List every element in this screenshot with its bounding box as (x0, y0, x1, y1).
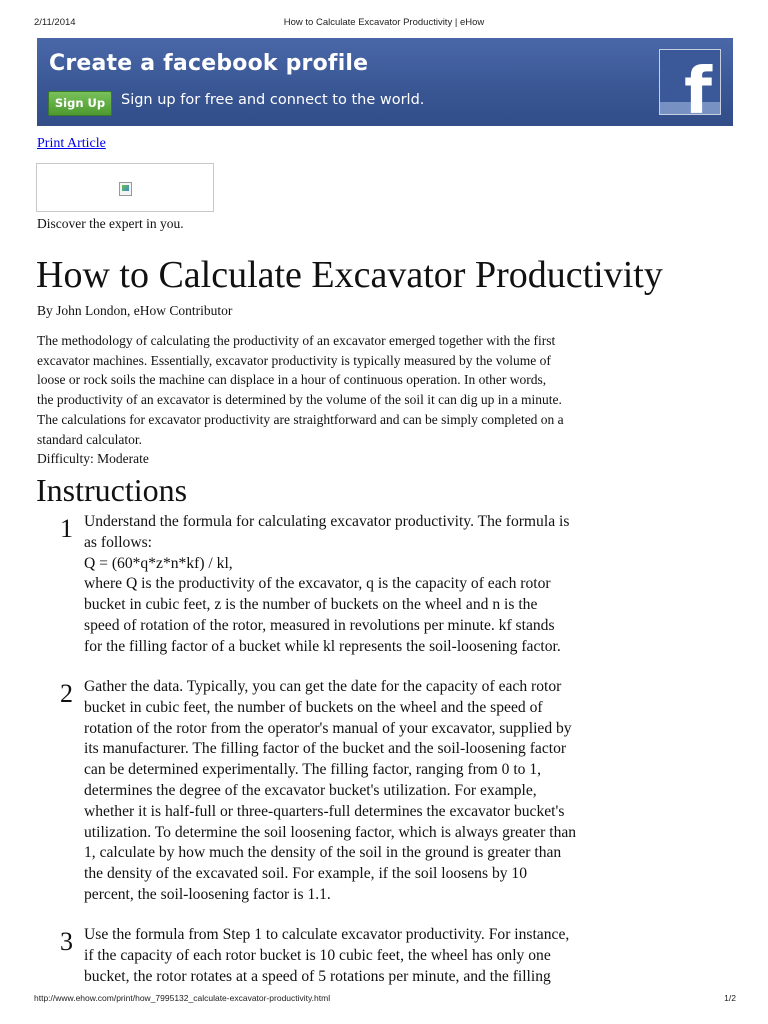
difficulty-label: Difficulty: Moderate (37, 451, 149, 466)
facebook-logo-icon (659, 49, 721, 115)
promo-image-frame[interactable] (36, 163, 214, 212)
step-number: 3 (60, 927, 73, 956)
ad-title: Create a facebook profile (49, 51, 369, 76)
step-line: where Q is the productivity of the excavator, q is the capacity of each rotor (84, 575, 551, 593)
step-line: bucket, the rotor rotates at a speed of 5 rotations per minute, and the filling (84, 967, 551, 985)
step-text (84, 677, 632, 906)
instructions-heading: Instructions (36, 472, 188, 508)
step-line: 1, calculate by how much the density of the soil in the ground is greater than (84, 844, 562, 862)
step-line: Q = (60*q*z*n*kf) / kl, (84, 554, 233, 572)
signup-button[interactable]: Sign Up (48, 91, 112, 116)
step-line: determines the degree of the excavator bucket's utilization. For example, (84, 781, 537, 799)
step-line: for the filling factor of a bucket while kl represents the soil-loosening factor. (84, 637, 561, 655)
article-byline: By John London, eHow Contributor (37, 303, 233, 318)
step-number: 2 (60, 679, 73, 708)
step-line: Understand the formula for calculating excavator productivity. The formula is (84, 513, 570, 530)
facebook-ad-banner[interactable] (37, 38, 733, 126)
step-line: the density of the excavated soil. For example, if the soil loosens by 10 (84, 865, 528, 883)
step-line: Use the formula from Step 1 to calculate excavator productivity. For instance, (84, 926, 570, 943)
print-footer-url: http://www.ehow.com/print/how_7995132_calculate-excavator-productivity.html (34, 993, 331, 1003)
step-line: its manufacturer. The filling factor of the bucket and the soil-loosening factor (84, 740, 567, 758)
step-line: can be determined experimentally. The filling factor, ranging from 0 to 1, (84, 761, 542, 779)
print-page-title: How to Calculate Excavator Productivity | eHow (283, 17, 485, 28)
step-line: Gather the data. Typically, you can get the date for the capacity of each rotor (84, 678, 562, 695)
step-line: bucket in cubic feet, the number of buckets on the wheel and the speed of (84, 698, 543, 716)
print-page-number: 1/2 (724, 993, 736, 1003)
step-line: rotation of the rotor from the operator's manual of your excavator, supplied by (84, 719, 572, 737)
broken-image-icon (119, 182, 132, 196)
step-text (84, 925, 632, 987)
step-line: percent, the soil-loosening factor is 1.1. (84, 885, 331, 903)
facebook-f-glyph: f (684, 55, 712, 115)
step-line: whether it is half-full or three-quarters-full determines the excavator bucket's (84, 802, 565, 820)
intro-line: standard calculator. (37, 431, 142, 447)
article-title: How to Calculate Excavator Productivity (36, 254, 663, 296)
ad-tagline: Sign up for free and connect to the world. (121, 92, 425, 108)
step-text (84, 512, 632, 658)
step-number: 1 (60, 514, 73, 543)
step-line: if the capacity of each rotor bucket is 10 cubic feet, the wheel has only one (84, 946, 551, 964)
intro-line: The calculations for excavator productivity are straightforward and can be simply completed on a (37, 411, 564, 427)
step-line: utilization. To determine the soil loosening factor, which is always greater than (84, 823, 577, 841)
intro-line: the productivity of an excavator is determined by the volume of the soil it can dig up in a minute. (37, 392, 562, 408)
intro-line: The methodology of calculating the productivity of an excavator emerged together with the first (37, 333, 556, 348)
intro-line: loose or rock soils the machine can displace in a hour of continuous operation. In other words, (37, 372, 547, 388)
print-article-link[interactable]: Print Article (37, 136, 106, 151)
step-line: bucket in cubic feet, z is the number of buckets on the wheel and n is the (84, 596, 538, 614)
step-line: speed of rotation of the rotor, measured in revolutions per minute. kf stands (84, 616, 555, 634)
article-intro (37, 331, 617, 449)
intro-line: excavator machines. Essentially, excavator productivity is typically measured by the volume of (37, 352, 551, 368)
print-date: 2/11/2014 (34, 17, 76, 28)
step-line: as follows: (84, 533, 153, 551)
promo-caption: Discover the expert in you. (37, 216, 184, 231)
